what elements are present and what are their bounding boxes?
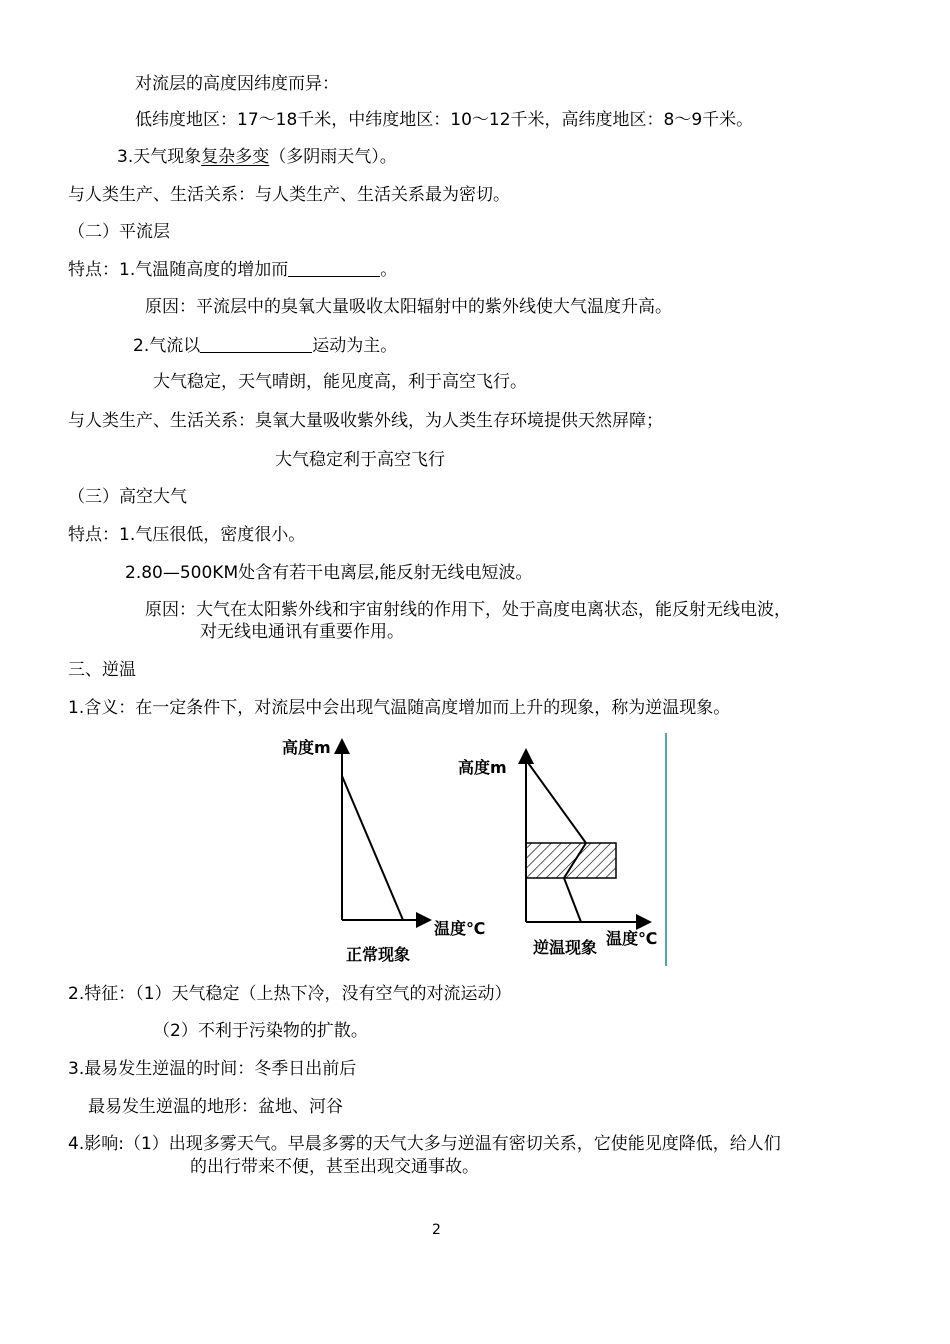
text-line: 的出行带来不便，甚至出现交通事故。 [190,1157,479,1177]
left-caption: 正常现象 [346,945,411,964]
text-line: 与人类生产、生活关系：臭氧大量吸收紫外线，为人类生存环境提供天然屏障； [68,411,663,431]
section-heading: （三）高空大气 [68,487,187,507]
left-xlabel: 温度℃ [434,919,486,938]
page-number: 2 [432,1222,441,1238]
underlined-term: 复杂多变 [201,147,270,167]
right-ylabel: 高度m [458,758,507,777]
fill-blank [200,336,312,353]
text-line: 2.气流以 运动为主。 [133,336,398,356]
text-line: 对无线电通讯有重要作用。 [200,622,404,642]
section-heading: 三、逆温 [68,660,136,680]
text-line: 最易发生逆温的地形：盆地、河谷 [88,1097,343,1117]
inversion-figure [270,728,680,970]
left-temperature-line [342,776,403,920]
text-line: 特点：1.气温随高度的增加而 。 [68,260,398,280]
text-line: 原因：平流层中的臭氧大量吸收太阳辐射中的紫外线使大气温度升高。 [145,297,672,317]
text-line: 与人类生产、生活关系：与人类生产、生活关系最为密切。 [68,185,510,205]
text-line: 对流层的高度因纬度而异： [135,74,339,94]
text-line: 特点：1.气压很低，密度很小。 [68,525,306,545]
inversion-diagram [458,750,657,957]
text-line: 3.天气现象复杂多变（多阴雨天气）。 [117,147,397,167]
text-line: 2.特征：（1）天气稳定（上热下冷，没有空气的对流运动） [68,984,512,1004]
left-ylabel: 高度m [282,738,331,757]
text-line: 原因：大气在太阳紫外线和宇宙射线的作用下，处于高度电离状态，能反射无线电波， [145,600,791,620]
text-line: 4.影响:（1）出现多雾天气。早晨多雾的天气大多与逆温有密切关系，它使能见度降低，给人们 [68,1134,781,1154]
text-line: 1.含义：在一定条件下，对流层中会出现气温随高度增加而上升的现象，称为逆温现象。 [68,698,731,718]
text-line: 3.最易发生逆温的时间：冬季日出前后 [68,1059,357,1079]
normal-diagram [282,738,485,964]
text-line: 低纬度地区：17～18千米，中纬度地区：10～12千米，高纬度地区：8～9千米。 [135,110,754,130]
right-xlabel: 温度℃ [606,929,658,948]
text-line: 大气稳定，天气晴朗，能见度高，利于高空飞行。 [153,372,527,392]
fill-blank [288,260,380,277]
text-line: （2）不利于污染物的扩散。 [153,1021,368,1041]
text-line: 大气稳定利于高空飞行 [275,450,445,470]
inversion-layer [526,843,616,878]
right-caption: 逆温现象 [533,938,598,957]
right-temperature-line [526,760,586,922]
text-line: 2.80—500KM处含有若干电离层,能反射无线电短波。 [125,563,533,583]
section-heading: （二）平流层 [68,222,170,242]
